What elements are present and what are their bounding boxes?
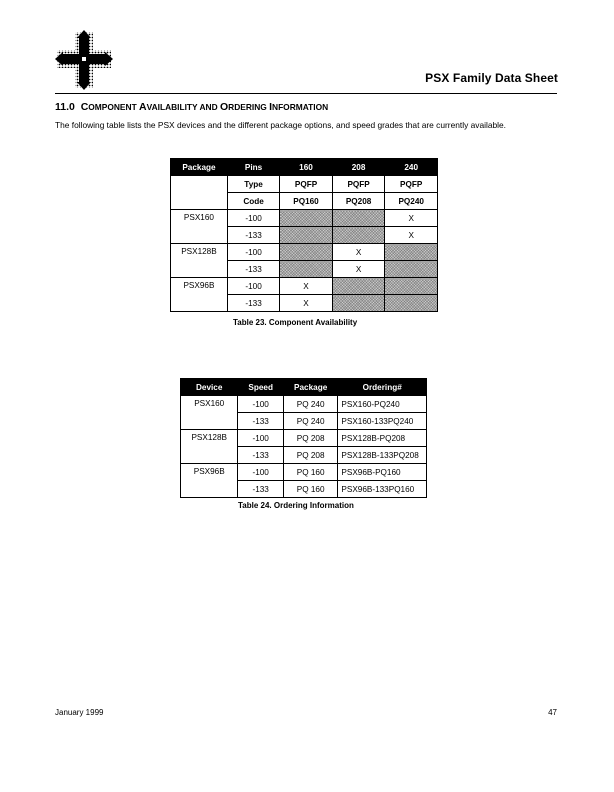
- table-row: [181, 430, 427, 447]
- footer-date: January 1999: [55, 708, 104, 717]
- header-cell: Speed: [238, 379, 284, 396]
- empty-cell: [171, 176, 228, 210]
- availability-mark: X: [385, 210, 438, 227]
- device-cell: PSX128B: [171, 244, 228, 278]
- header-cell: 208: [332, 159, 385, 176]
- ordering-number-cell: PSX128B-PQ208: [338, 430, 427, 447]
- ordering-number-cell: PSX96B-133PQ160: [338, 481, 427, 498]
- table-cell: PQ160: [280, 193, 333, 210]
- availability-mark: X: [385, 227, 438, 244]
- shaded-cell: [385, 278, 438, 295]
- availability-mark: X: [332, 244, 385, 261]
- table-row: [181, 396, 427, 413]
- header-cell: 240: [385, 159, 438, 176]
- shaded-cell: [280, 227, 333, 244]
- device-cell: PSX96B: [171, 278, 228, 312]
- ordering-information-table: [180, 378, 427, 498]
- company-logo: [55, 30, 113, 90]
- header-cell: Package: [283, 379, 337, 396]
- table-24-caption: Table 24. Ordering Information: [238, 501, 354, 510]
- table-row: [171, 210, 438, 227]
- package-cell: PQ 240: [283, 396, 337, 413]
- speed-cell: -100: [227, 278, 279, 295]
- header-rule: [55, 93, 557, 94]
- header-cell: Package: [171, 159, 228, 176]
- table-row: [171, 244, 438, 261]
- package-cell: PQ 160: [283, 464, 337, 481]
- shaded-cell: [332, 210, 385, 227]
- table-23-caption: Table 23. Component Availability: [233, 318, 358, 327]
- package-cell: PQ 240: [283, 413, 337, 430]
- shaded-cell: [385, 261, 438, 278]
- shaded-cell: [332, 295, 385, 312]
- table-row: [171, 278, 438, 295]
- table-cell: PQFP: [332, 176, 385, 193]
- shaded-cell: [280, 261, 333, 278]
- availability-mark: X: [332, 261, 385, 278]
- speed-cell: -133: [227, 261, 279, 278]
- package-cell: PQ 208: [283, 430, 337, 447]
- device-cell: PSX96B: [181, 464, 238, 498]
- availability-mark: X: [280, 295, 333, 312]
- speed-cell: -133: [227, 295, 279, 312]
- header-cell: Device: [181, 379, 238, 396]
- shaded-cell: [385, 295, 438, 312]
- shaded-cell: [280, 244, 333, 261]
- header-cell: Ordering#: [338, 379, 427, 396]
- ordering-number-cell: PSX160-133PQ240: [338, 413, 427, 430]
- package-cell: PQ 160: [283, 481, 337, 498]
- footer-page-number: 47: [548, 708, 557, 717]
- intro-paragraph: The following table lists the PSX devices and the different package options, and speed grades that are currently available.: [55, 120, 506, 130]
- document-title: PSX Family Data Sheet: [425, 71, 558, 85]
- speed-cell: -100: [238, 464, 284, 481]
- speed-cell: -100: [227, 244, 279, 261]
- device-cell: PSX128B: [181, 430, 238, 464]
- header-cell: Pins: [227, 159, 279, 176]
- table-header-row: [181, 379, 427, 396]
- ordering-number-cell: PSX128B-133PQ208: [338, 447, 427, 464]
- table-cell: PQ240: [385, 193, 438, 210]
- ordering-number-cell: PSX160-PQ240: [338, 396, 427, 413]
- table-cell: PQ208: [332, 193, 385, 210]
- speed-cell: -133: [238, 413, 284, 430]
- shaded-cell: [332, 278, 385, 295]
- shaded-cell: [280, 210, 333, 227]
- shaded-cell: [385, 244, 438, 261]
- type-row: [171, 176, 438, 193]
- table-cell: Code: [227, 193, 279, 210]
- speed-cell: -133: [238, 447, 284, 464]
- section-number: 11.0: [55, 101, 75, 113]
- table-cell: PQFP: [280, 176, 333, 193]
- speed-cell: -133: [238, 481, 284, 498]
- ordering-number-cell: PSX96B-PQ160: [338, 464, 427, 481]
- speed-cell: -100: [238, 396, 284, 413]
- section-heading: [55, 101, 328, 113]
- table-cell: PQFP: [385, 176, 438, 193]
- table-header-row: [171, 159, 438, 176]
- table-cell: Type: [227, 176, 279, 193]
- shaded-cell: [332, 227, 385, 244]
- speed-cell: -100: [227, 210, 279, 227]
- availability-mark: X: [280, 278, 333, 295]
- speed-cell: -133: [227, 227, 279, 244]
- device-cell: PSX160: [181, 396, 238, 430]
- component-availability-table: [170, 158, 438, 312]
- section-title: COMPONENT AVAILABILITY AND ORDERING INFORMATION: [80, 101, 329, 113]
- package-cell: PQ 208: [283, 447, 337, 464]
- header-cell: 160: [280, 159, 333, 176]
- speed-cell: -100: [238, 430, 284, 447]
- device-cell: PSX160: [171, 210, 228, 244]
- table-row: [181, 464, 427, 481]
